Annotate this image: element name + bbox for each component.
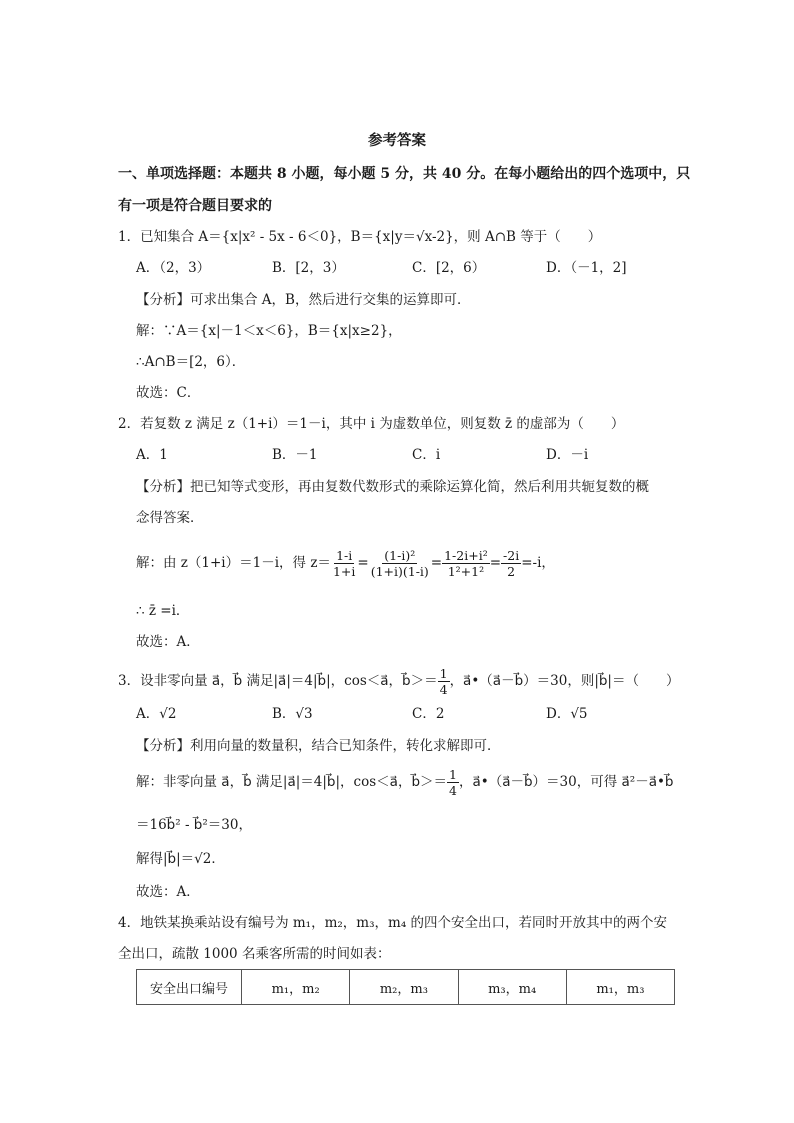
q2-analysis-line1: 【分析】把已知等式变形，再由复数代数形式的乘除运算化简，然后利用共轭复数的概 [136, 479, 649, 495]
q2-solution-suffix: =-i， [521, 555, 555, 571]
q2-fraction-2-den: (1+i)(1-i) [370, 564, 429, 579]
q2-option-a: A．1 [136, 447, 168, 463]
q1-option-c: C．[2，6） [412, 260, 486, 276]
q2-fraction-2 [369, 548, 431, 579]
table-cell: m₂，m₃ [350, 970, 458, 1005]
page-title: 参考答案 [368, 132, 426, 149]
q3-solution-pre: 解：非零向量 a⃗，b⃗ 满足|a⃗|＝4|b⃗|，cos＜a⃗，b⃗＞＝ [136, 774, 448, 790]
q3-stem-fraction [438, 666, 450, 697]
q3-stem-fraction-den: 4 [439, 682, 448, 697]
q3-stem-post: ，a⃗•（a⃗－b⃗）＝30，则|b⃗|＝（ ） [449, 673, 680, 689]
q3-answer: 故选：A． [136, 884, 200, 900]
q4-exit-table [136, 969, 675, 1005]
q2-solution-prefix: 解：由 z（1+i）＝1－i，得 z＝ [136, 555, 331, 571]
q3-analysis: 【分析】利用向量的数量积，结合已知条件，转化求解即可． [136, 738, 501, 754]
q1-solution-line1: 解：∵A＝{x|－1＜x＜6}，B＝{x|x≥2}， [136, 323, 402, 339]
q2-fraction-1 [331, 548, 357, 579]
table-header-cell: 安全出口编号 [137, 970, 242, 1005]
q2-fraction-2-num: (1-i)² [384, 548, 416, 563]
q3-solution-line1 [136, 765, 674, 799]
q2-option-d: D．－i [546, 447, 589, 463]
q1-option-b: B．[2，3） [272, 260, 345, 276]
table-cell: m₁，m₃ [566, 970, 674, 1005]
q3-solution-fraction-num: 1 [449, 767, 457, 782]
section-heading-line2: 有一项是符合题目要求的 [118, 198, 272, 214]
table-cell: m₃，m₄ [458, 970, 566, 1005]
q3-solution-post: ，a⃗•（a⃗－b⃗）＝30，可得 a⃗²－a⃗•b⃗ [458, 774, 674, 790]
q1-stem: 1．已知集合 A＝{x|x² - 5x - 6＜0}，B＝{x|y＝√x-2}，则 A∩B 等于（ ） [118, 229, 602, 245]
q1-analysis: 【分析】可求出集合 A，B，然后进行交集的运算即可． [136, 292, 471, 308]
q2-option-c: C．i [412, 447, 441, 463]
q3-stem-pre: 3．设非零向量 a⃗，b⃗ 满足|a⃗|＝4|b⃗|，cos＜a⃗，b⃗＞＝ [118, 673, 438, 689]
q4-stem-line1: 4．地铁某换乘站设有编号为 m₁，m₂，m₃，m₄ 的四个安全出口，若同时开放其中的两个安 [118, 915, 668, 931]
q3-solution-line3: 解得|b⃗|＝√2． [136, 851, 225, 867]
q2-fraction-1-num: 1-i [336, 548, 353, 563]
table-row [137, 970, 675, 1005]
q2-option-b: B．－1 [272, 447, 318, 463]
q4-stem-line2: 全出口，疏散 1000 名乘客所需的时间如表： [118, 946, 391, 962]
q3-stem [118, 664, 679, 698]
q1-solution-line2: ∴A∩B＝[2，6）． [136, 354, 246, 370]
q3-option-b: B．√3 [272, 706, 313, 722]
q2-fraction-3-den: 1²+1² [447, 564, 485, 579]
q2-fraction-3 [442, 548, 490, 579]
q1-option-d: D．（－1，2] [546, 260, 627, 276]
q2-stem: 2．若复数 z 满足 z（1+i）＝1－i，其中 i 为虚数单位，则复数 z̄ 的虚部为（ ） [118, 416, 625, 432]
table-cell: m₁，m₂ [242, 970, 350, 1005]
q1-option-a: A．（2，3） [136, 260, 211, 276]
q2-fraction-4 [501, 548, 521, 579]
q3-option-c: C．2 [412, 706, 445, 722]
q3-solution-fraction-den: 4 [449, 783, 457, 798]
q2-fraction-1-den: 1+i [332, 564, 356, 579]
q2-analysis-line2: 念得答案． [136, 510, 204, 526]
q1-answer: 故选：C． [136, 385, 201, 401]
q2-fraction-3-num: 1-2i+i² [444, 548, 488, 563]
q2-answer: 故选：A． [136, 634, 200, 650]
section-heading-line1: 一、单项选择题：本题共 8 小题，每小题 5 分，共 40 分。在每小题给出的四个选项中，只 [118, 166, 691, 182]
q2-solution-line1: 解：由 z（1+i）＝1－i，得 z＝ $\frac{1-i}{1+i}$ = $\frac{\text{(1-i)²}}{(1+i)(1-i)}$ = $\frac{\text{1-2i+i²}}{\text{1²+1²}}$ = $\frac{-2i}{2}$ =-i， [136, 548, 555, 579]
q3-stem-fraction-num: 1 [439, 666, 448, 681]
q3-option-d: D．√5 [546, 706, 588, 722]
q2-conjugate: ∴ z̄ =i． [136, 603, 190, 619]
q2-fraction-4-num: -2i [503, 548, 520, 563]
q3-solution-fraction [447, 767, 459, 798]
q2-fraction-4-den: 2 [507, 564, 516, 579]
q3-solution-line2: ＝16b⃗² - b⃗²＝30， [136, 817, 252, 833]
q3-option-a: A．√2 [136, 706, 177, 722]
